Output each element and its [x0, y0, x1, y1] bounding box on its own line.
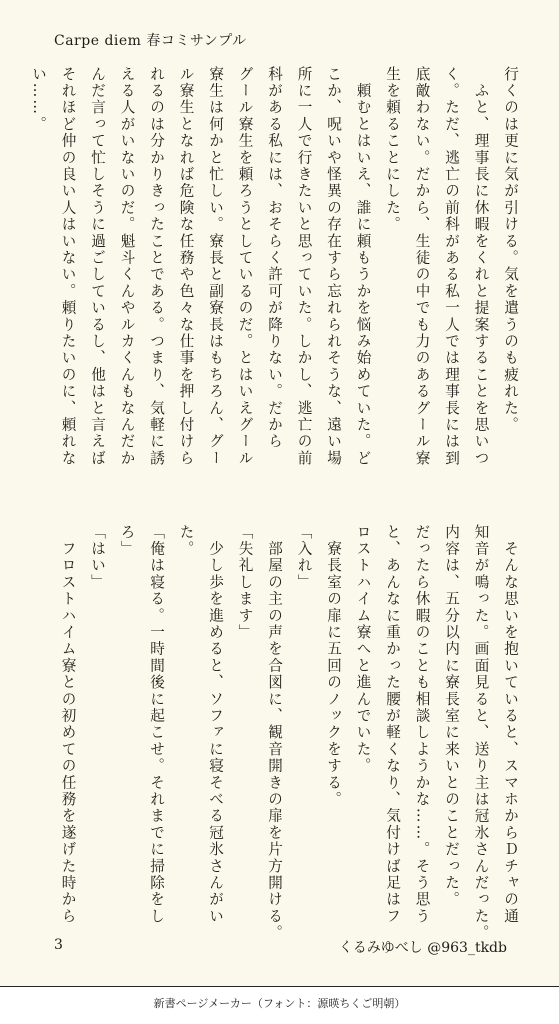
text-line: フロストハイム寮との初めての任務を遂げた時から: [59, 524, 77, 925]
text-line: 「俺は寝る。一時間後に起こせ。それまでに掃除をし: [148, 524, 165, 925]
text-line: と、あんなに重かった腰が軽くなり、気付けば足はフ: [384, 524, 401, 925]
text-line: 寮長室の扉に五回のノックをする。: [325, 524, 342, 808]
text-line: た。: [177, 524, 195, 558]
text-line: 生を頼ることにした。: [384, 66, 401, 233]
text-line: 「はい」: [89, 524, 106, 591]
text-line: 底敵わない。だから、生徒の中でも力のあるグール寮: [413, 66, 431, 467]
text-line: く。ただ、逃亡の前科がある私一人では理事長には到: [443, 66, 460, 467]
text-line: ル寮生となれば危険な任務や色々な仕事を押し付けら: [177, 66, 195, 467]
page-number: 3: [54, 937, 63, 953]
text-line: 部屋の主の声を合図に、観音開きの扉を片方開ける。: [266, 524, 283, 942]
text-line: ろ」: [118, 524, 136, 558]
text-line: ロストハイム寮へと進んでいた。: [354, 524, 372, 775]
text-line: 頼むとはいえ、誰に頼もうかを悩み始めていた。ど: [354, 66, 372, 467]
text-line: こか、呪いや怪異の存在すら忘れられそうな、遠い場: [325, 66, 342, 467]
text-line: だったら休暇のことも相談しようかな……。そう思う: [413, 524, 431, 925]
text-line: 知音が鳴った。画面見ると、送り主は冠氷さんだった。: [472, 524, 490, 942]
text-line: 寮生は何かと忙しい。寮長と副寮長はもちろん、グー: [207, 66, 224, 467]
text-line: グール寮生を頼ろうとしているのだ。とはいえグール: [236, 66, 254, 467]
page-header-title: Carpe diem 春コミサンプル: [54, 33, 247, 49]
vertical-text-block-bottom: [35, 524, 525, 942]
text-line: 所に一人で行きたいと思っていた。しかし、逃亡の前: [295, 66, 313, 467]
text-line: える人がいないのだ。魁斗くんやルカくんもなんだか: [118, 66, 136, 467]
text-line: 科がある私には、おそらく許可が降りない。だから: [266, 66, 283, 451]
author-credit: くるみゆべし @963_tkdb: [338, 940, 507, 956]
generator-caption: 新書ページメーカー（フォント：源暎ちくご明朝）: [153, 997, 406, 1010]
text-line: 行くのは更に気が引ける。気を遣うのも疲れた。: [502, 66, 519, 434]
text-line: い……。: [30, 66, 47, 133]
text-line: 少し歩を進めると、ソファに寝そべる冠氷さんがい: [207, 524, 224, 925]
text-line: 「入れ」: [295, 524, 313, 591]
text-line: れるのは分かりきったことである。つまり、気軽に誘: [148, 66, 165, 467]
text-line: そんな思いを抱いていると、スマホからＤチャの通: [502, 524, 519, 925]
text-line: 「失礼します」: [236, 524, 254, 641]
text-line: ふと、理事長に休暇をくれと提案することを思いつ: [472, 66, 490, 467]
text-line: それほど仲の良い人はいない。頼りたいのに、頼れな: [59, 66, 77, 467]
text-line: 内容は、五分以内に寮長室に来いとのことだった。: [443, 524, 460, 909]
text-line: んだ言って忙しそうに過ごしているし、他はと言えば: [89, 66, 106, 467]
vertical-text-block-top: [30, 66, 525, 486]
